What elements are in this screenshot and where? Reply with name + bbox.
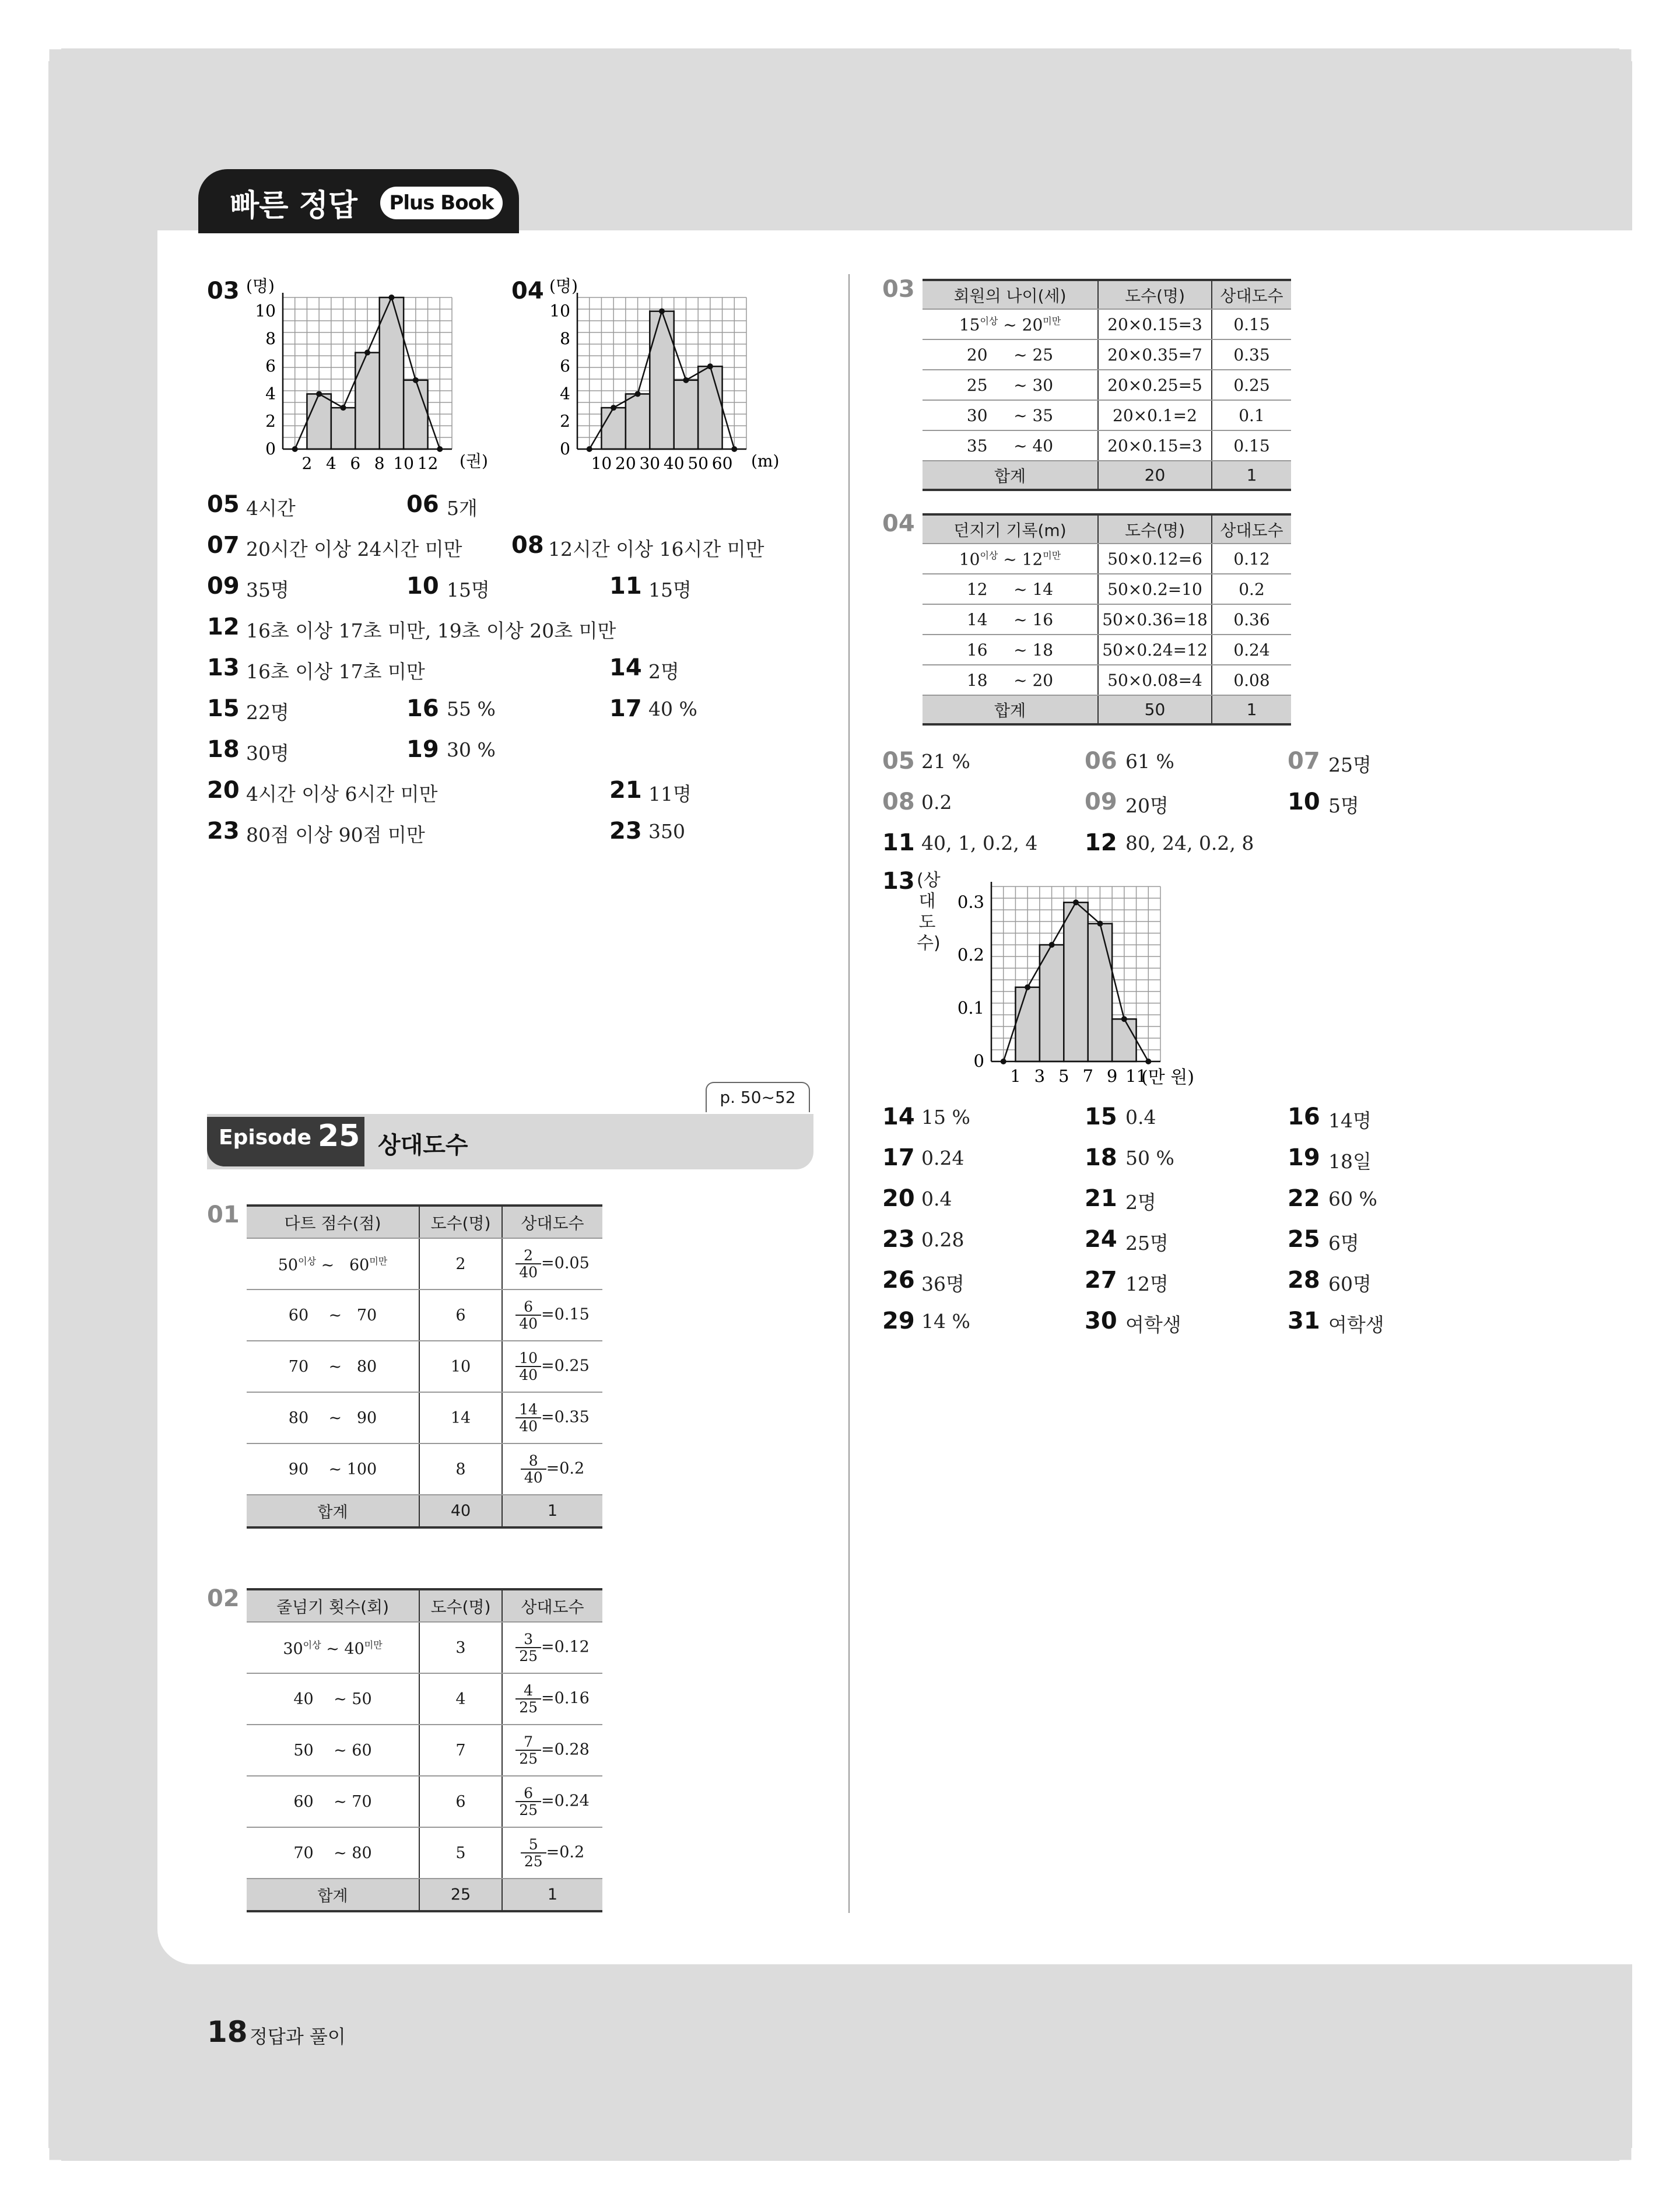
histogram-bar bbox=[1040, 945, 1064, 1061]
table-row: 20 ~ 25 20×0.35=7 0.35 bbox=[923, 339, 1291, 370]
episode-title: 상대도수 bbox=[378, 1132, 468, 1159]
answer-number: 16 bbox=[406, 695, 439, 722]
y-tick-label: 0 bbox=[560, 439, 570, 458]
x-tick-label: 10 bbox=[591, 454, 612, 472]
episode-number: 25 bbox=[318, 1119, 360, 1154]
answer-number: 11 bbox=[882, 829, 915, 856]
answer-text: 40, 1, 0.2, 4 bbox=[921, 832, 1038, 854]
answer-text: 0.28 bbox=[921, 1228, 964, 1251]
polygon-point bbox=[611, 405, 616, 411]
table-header: 도수(명) bbox=[1098, 514, 1212, 544]
problem-number: 04 bbox=[511, 278, 544, 304]
histogram-13 bbox=[940, 869, 1232, 1091]
page-number: 18 bbox=[207, 2015, 248, 2049]
y-tick-label: 4 bbox=[560, 384, 570, 404]
polygon-point bbox=[731, 446, 737, 452]
answer-text: 2명 bbox=[648, 660, 679, 683]
answer-number: 23 bbox=[609, 818, 642, 845]
y-tick-label: 0 bbox=[973, 1051, 984, 1071]
answer-text: 16초 이상 17초 미만, 19초 이상 20초 미만 bbox=[246, 619, 616, 642]
answer-text: 여학생 bbox=[1125, 1313, 1181, 1336]
x-tick-label: 10 bbox=[393, 454, 414, 472]
answer-text: 25명 bbox=[1328, 754, 1372, 776]
histogram-bar bbox=[380, 297, 404, 449]
chart-ylabel: (상대도수) bbox=[917, 870, 941, 954]
table-row: 16 ~ 18 50×0.24=12 0.24 bbox=[923, 635, 1291, 665]
episode-label: Episode bbox=[219, 1126, 312, 1150]
table-sum-row: 합계 40 1 bbox=[247, 1495, 602, 1527]
answer-number: 10 bbox=[1288, 789, 1320, 815]
answer-number: 06 bbox=[1085, 748, 1117, 775]
histogram-bar bbox=[331, 408, 355, 449]
answer-text: 0.24 bbox=[921, 1147, 964, 1169]
y-tick-label: 8 bbox=[265, 328, 276, 348]
histogram-bar bbox=[601, 408, 625, 449]
answer-text: 25명 bbox=[1125, 1232, 1169, 1255]
problem-number: 13 bbox=[882, 868, 915, 895]
answer-number: 23 bbox=[207, 818, 240, 845]
problem-number: 02 bbox=[207, 1585, 240, 1612]
x-tick-label: 40 bbox=[663, 454, 685, 472]
answer-text: 14명 bbox=[1328, 1109, 1372, 1132]
crop-mark bbox=[1619, 48, 1632, 61]
answer-number: 21 bbox=[1085, 1185, 1117, 1212]
answer-text: 21 % bbox=[921, 750, 970, 773]
table-header: 도수(명) bbox=[1098, 280, 1212, 309]
answer-text: 35명 bbox=[246, 579, 289, 601]
answer-text: 0.4 bbox=[1125, 1106, 1156, 1129]
polygon-point bbox=[1121, 1016, 1127, 1022]
answer-text: 60명 bbox=[1328, 1273, 1372, 1295]
polygon-point bbox=[659, 309, 665, 314]
polygon-point bbox=[587, 446, 592, 452]
problem-number: 04 bbox=[882, 510, 915, 537]
table-sum-row: 합계 20 1 bbox=[923, 461, 1291, 490]
histogram-bar bbox=[355, 353, 379, 449]
y-tick-label: 0 bbox=[265, 439, 276, 458]
answer-text: 6명 bbox=[1328, 1232, 1359, 1255]
answer-text: 40 % bbox=[648, 698, 697, 720]
histogram-bar bbox=[650, 311, 674, 449]
table-header: 도수(명) bbox=[419, 1206, 502, 1238]
x-tick-label: 2 bbox=[301, 454, 313, 472]
histogram-04 bbox=[542, 274, 799, 472]
polygon-point bbox=[1145, 1059, 1151, 1064]
answer-text: 여학생 bbox=[1328, 1313, 1384, 1336]
table-row: 40 ~ 50 4 $\frac{4}{25}$ =0.16 bbox=[247, 1673, 602, 1725]
polygon-point bbox=[1001, 1059, 1006, 1064]
answer-number: 17 bbox=[609, 695, 642, 722]
answer-text: 4시간 이상 6시간 미만 bbox=[246, 783, 438, 805]
table-header: 상대도수 bbox=[502, 1589, 602, 1622]
polygon-point bbox=[341, 405, 346, 411]
answer-number: 19 bbox=[1288, 1144, 1320, 1171]
answer-text: 55 % bbox=[447, 698, 496, 720]
histogram-bar bbox=[698, 366, 722, 449]
answer-text: 4시간 bbox=[246, 497, 296, 520]
polygon-point bbox=[683, 377, 689, 383]
answer-text: 15명 bbox=[447, 579, 490, 601]
column-divider bbox=[848, 274, 850, 1913]
y-tick-label: 4 bbox=[265, 384, 276, 404]
answer-number: 06 bbox=[406, 491, 439, 518]
table-row: 60 ~ 70 6 $\frac{6}{25}$ =0.24 bbox=[247, 1776, 602, 1827]
polygon-point bbox=[388, 295, 394, 300]
x-tick-label: 50 bbox=[688, 454, 709, 472]
answer-number: 12 bbox=[1085, 829, 1117, 856]
y-tick-label: 0.3 bbox=[957, 892, 984, 912]
x-tick-label: 6 bbox=[350, 454, 361, 472]
histogram-bar bbox=[1112, 1019, 1136, 1061]
answer-text: 16초 이상 17초 미만 bbox=[246, 660, 425, 683]
x-tick-label: 20 bbox=[615, 454, 636, 472]
y-tick-label: 6 bbox=[265, 356, 276, 376]
answer-number: 23 bbox=[882, 1226, 915, 1253]
polygon-point bbox=[413, 377, 419, 383]
answer-text: 11명 bbox=[648, 783, 692, 805]
table-row: 50 ~ 60 7 $\frac{7}{25}$ =0.28 bbox=[247, 1725, 602, 1776]
answer-number: 18 bbox=[1085, 1144, 1117, 1171]
table-header: 상대도수 bbox=[1212, 280, 1291, 309]
answer-number: 12 bbox=[207, 614, 240, 640]
answer-number: 09 bbox=[1085, 789, 1117, 815]
table-row: $10^{이상}$ ~ $12^{미만}$ 50×0.12=6 0.12 bbox=[923, 544, 1291, 574]
answer-number: 30 bbox=[1085, 1308, 1117, 1334]
polygon-point bbox=[437, 446, 443, 452]
answer-text: 12시간 이상 16시간 미만 bbox=[548, 538, 764, 560]
polygon-point bbox=[1025, 984, 1030, 990]
crop-mark bbox=[48, 2148, 61, 2161]
histogram-bar bbox=[1015, 987, 1039, 1061]
answer-number: 20 bbox=[882, 1185, 915, 1212]
y-tick-label: 0.1 bbox=[957, 998, 984, 1018]
y-tick-label: 6 bbox=[560, 356, 570, 376]
answer-text: 0.4 bbox=[921, 1187, 952, 1210]
crop-mark bbox=[48, 48, 61, 61]
chart-xunit: (m) bbox=[751, 451, 780, 471]
histogram-03 bbox=[239, 274, 496, 472]
y-tick-label: 2 bbox=[265, 411, 276, 431]
y-tick-label: 10 bbox=[255, 301, 276, 321]
y-tick-label: 2 bbox=[560, 411, 570, 431]
answer-text: 50 % bbox=[1125, 1147, 1174, 1169]
table-row: $15^{이상}$ ~ $20^{미만}$ 20×0.15=3 0.15 bbox=[923, 309, 1291, 339]
x-tick-label: 7 bbox=[1082, 1066, 1093, 1086]
table-header: 도수(명) bbox=[419, 1589, 502, 1622]
polygon-point bbox=[316, 391, 322, 397]
answer-number: 15 bbox=[207, 695, 240, 722]
table-header: 던지기 기록(m) bbox=[923, 514, 1098, 544]
problem-number: 01 bbox=[207, 1201, 240, 1228]
plus-book-badge: Plus Book bbox=[380, 187, 503, 219]
table-header: 상대도수 bbox=[1212, 514, 1291, 544]
histogram-bar bbox=[307, 394, 331, 449]
x-tick-label: 3 bbox=[1034, 1066, 1046, 1086]
histogram-bar bbox=[404, 380, 427, 449]
answer-number: 26 bbox=[882, 1267, 915, 1294]
answer-number: 05 bbox=[207, 491, 240, 518]
x-tick-label: 9 bbox=[1106, 1066, 1118, 1086]
histogram-bar bbox=[1064, 902, 1088, 1061]
x-tick-label: 4 bbox=[325, 454, 336, 472]
answer-text: 350 bbox=[648, 820, 685, 843]
y-tick-label: 10 bbox=[549, 301, 570, 321]
table-row: 60 ~ 70 6 $\frac{6}{40}$ =0.15 bbox=[247, 1290, 602, 1341]
chart-ylabel: (명) bbox=[549, 276, 578, 296]
answer-text: 30명 bbox=[246, 742, 289, 765]
answer-number: 21 bbox=[609, 777, 642, 804]
table-row: 30 ~ 35 20×0.1=2 0.1 bbox=[923, 400, 1291, 430]
x-tick-label: 30 bbox=[639, 454, 661, 472]
answer-number: 07 bbox=[207, 532, 240, 559]
table-r03 bbox=[923, 279, 1291, 491]
table-row: 90 ~ 100 8 $\frac{8}{40}$ =0.2 bbox=[247, 1443, 602, 1495]
answer-number: 14 bbox=[609, 654, 642, 681]
answer-text: 80점 이상 90점 미만 bbox=[246, 824, 425, 846]
chart-xunit: (만 원) bbox=[1141, 1067, 1194, 1088]
answer-text: 61 % bbox=[1125, 750, 1174, 773]
table-row: 18 ~ 20 50×0.08=4 0.08 bbox=[923, 665, 1291, 695]
answer-text: 15 % bbox=[921, 1106, 970, 1129]
answer-number: 22 bbox=[1288, 1185, 1320, 1212]
answer-text: 18일 bbox=[1328, 1150, 1372, 1173]
answer-text: 15명 bbox=[648, 579, 692, 601]
x-tick-label: 5 bbox=[1058, 1066, 1069, 1086]
table-row: $30^{이상}$ ~ $40^{미만}$ 3 $\frac{3}{25}$ =0.12 bbox=[247, 1622, 602, 1673]
table-sum-row: 합계 25 1 bbox=[247, 1879, 602, 1911]
y-tick-label: 0.2 bbox=[957, 945, 984, 965]
answer-text: 20시간 이상 24시간 미만 bbox=[246, 538, 462, 560]
x-tick-label: 60 bbox=[711, 454, 733, 472]
answer-text: 22명 bbox=[246, 701, 289, 724]
answer-text: 0.2 bbox=[921, 791, 952, 814]
polygon-point bbox=[364, 350, 370, 356]
answer-text: 30 % bbox=[447, 738, 496, 761]
answer-number: 20 bbox=[207, 777, 240, 804]
chart-ylabel: (명) bbox=[246, 276, 275, 296]
page-reference: p. 50~52 bbox=[706, 1082, 810, 1112]
chart-xunit: (권) bbox=[460, 451, 488, 471]
table-header: 회원의 나이(세) bbox=[923, 280, 1098, 309]
answer-number: 08 bbox=[882, 789, 915, 815]
histogram-bar bbox=[1088, 924, 1112, 1061]
answer-number: 25 bbox=[1288, 1226, 1320, 1253]
table-header: 상대도수 bbox=[502, 1206, 602, 1238]
answer-number: 11 bbox=[609, 573, 642, 600]
y-tick-label: 8 bbox=[560, 328, 570, 348]
answer-number: 13 bbox=[207, 654, 240, 681]
table-row: 80 ~ 90 14 $\frac{14}{40}$ =0.35 bbox=[247, 1392, 602, 1443]
answer-text: 5개 bbox=[447, 497, 478, 520]
problem-number: 03 bbox=[882, 276, 915, 303]
answer-text: 12명 bbox=[1125, 1273, 1169, 1295]
table-01 bbox=[247, 1204, 602, 1529]
answer-number: 14 bbox=[882, 1103, 915, 1130]
problem-number: 03 bbox=[207, 278, 240, 304]
answer-number: 19 bbox=[406, 736, 439, 763]
table-header: 줄넘기 횟수(회) bbox=[247, 1589, 419, 1622]
answer-text: 5명 bbox=[1328, 794, 1359, 817]
answer-number: 09 bbox=[207, 573, 240, 600]
answer-number: 27 bbox=[1085, 1267, 1117, 1294]
histogram-bar bbox=[626, 394, 650, 449]
polygon-point bbox=[1049, 942, 1055, 948]
table-sum-row: 합계 50 1 bbox=[923, 695, 1291, 724]
table-r04 bbox=[923, 513, 1291, 726]
polygon-point bbox=[292, 446, 298, 452]
table-row: 14 ~ 16 50×0.36=18 0.36 bbox=[923, 604, 1291, 635]
answer-number: 08 bbox=[511, 532, 544, 559]
answer-number: 28 bbox=[1288, 1267, 1320, 1294]
header-title: 빠른 정답 bbox=[230, 188, 358, 223]
table-row: 35 ~ 40 20×0.15=3 0.15 bbox=[923, 430, 1291, 461]
x-tick-label: 12 bbox=[417, 454, 439, 472]
table-row: 70 ~ 80 10 $\frac{10}{40}$ =0.25 bbox=[247, 1341, 602, 1392]
table-row: 25 ~ 30 20×0.25=5 0.25 bbox=[923, 370, 1291, 400]
answer-number: 07 bbox=[1288, 748, 1320, 775]
table-row: 12 ~ 14 50×0.2=10 0.2 bbox=[923, 574, 1291, 604]
crop-mark bbox=[1619, 2148, 1632, 2161]
answer-text: 2명 bbox=[1125, 1191, 1156, 1214]
table-row: $50^{이상}$ ~ $60^{미만}$ 2 $\frac{2}{40}$ =0.05 bbox=[247, 1238, 602, 1290]
answer-number: 24 bbox=[1085, 1226, 1117, 1253]
answer-text: 36명 bbox=[921, 1273, 964, 1295]
answer-text: 14 % bbox=[921, 1310, 970, 1333]
histogram-bar bbox=[674, 380, 698, 449]
answer-number: 31 bbox=[1288, 1308, 1320, 1334]
answer-number: 18 bbox=[207, 736, 240, 763]
footer-label: 정답과 풀이 bbox=[250, 2026, 346, 2048]
polygon-point bbox=[1097, 921, 1103, 927]
answer-number: 16 bbox=[1288, 1103, 1320, 1130]
x-tick-label: 11 bbox=[1125, 1066, 1148, 1086]
answer-number: 10 bbox=[406, 573, 439, 600]
x-tick-label: 8 bbox=[374, 454, 385, 472]
answer-number: 29 bbox=[882, 1308, 915, 1334]
table-header: 다트 점수(점) bbox=[247, 1206, 419, 1238]
answer-number: 05 bbox=[882, 748, 915, 775]
polygon-point bbox=[635, 391, 641, 397]
answer-text: 20명 bbox=[1125, 794, 1169, 817]
answer-text: 80, 24, 0.2, 8 bbox=[1125, 832, 1254, 854]
polygon-point bbox=[707, 363, 713, 369]
answer-text: 60 % bbox=[1328, 1187, 1377, 1210]
table-02 bbox=[247, 1588, 602, 1912]
answer-number: 15 bbox=[1085, 1103, 1117, 1130]
answer-number: 17 bbox=[882, 1144, 915, 1171]
x-tick-label: 1 bbox=[1010, 1066, 1021, 1086]
table-row: 70 ~ 80 5 $\frac{5}{25}$ =0.2 bbox=[247, 1827, 602, 1879]
polygon-point bbox=[1073, 899, 1079, 905]
